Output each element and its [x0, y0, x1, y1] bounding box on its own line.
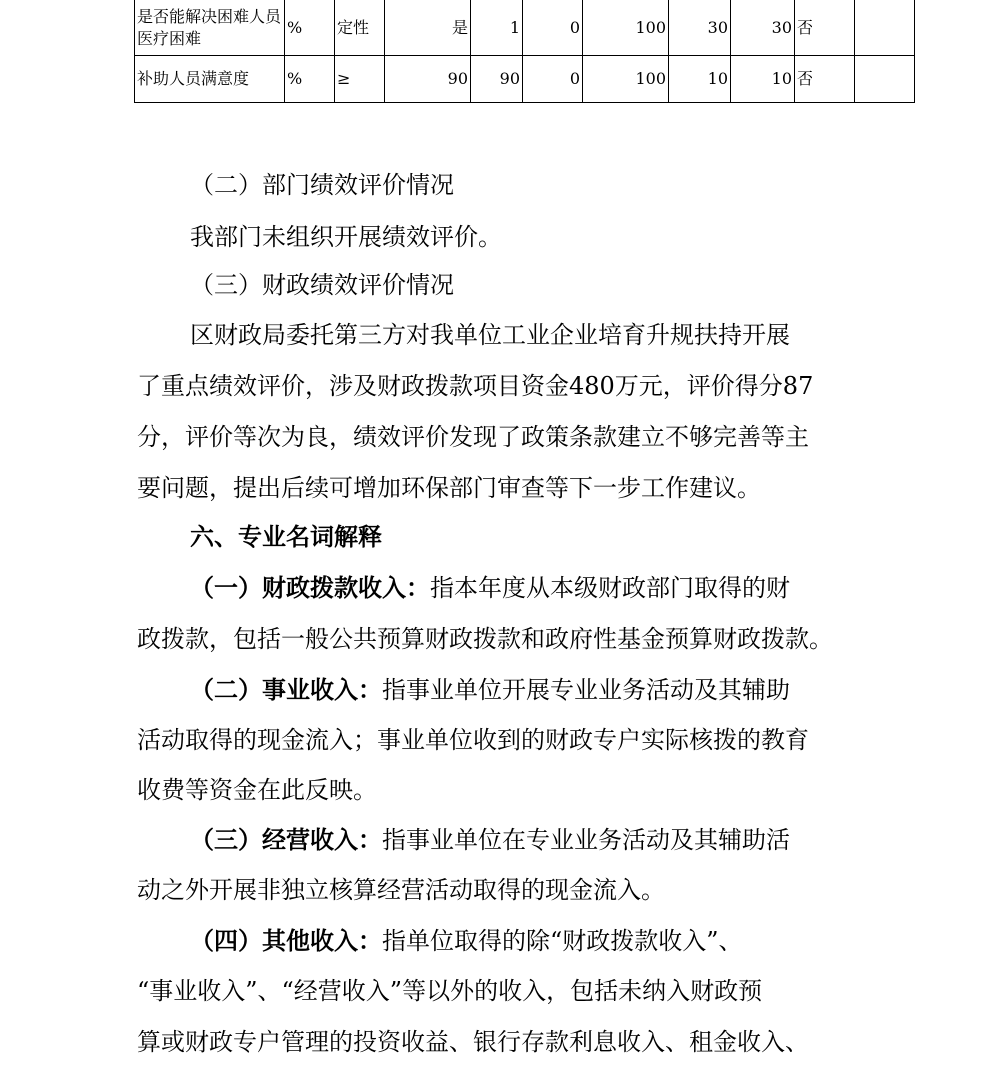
glossary-item: [190, 825, 790, 855]
glossary-definition: 指事业单位在专业业务活动及其辅助活: [382, 826, 790, 854]
target-cell: 是: [385, 0, 471, 56]
paragraph-line: 了重点绩效评价，涉及财政拨款项目资金480万元，评价得分87: [137, 372, 814, 400]
value-cell: 0: [523, 56, 583, 103]
table-row: [135, 56, 915, 103]
value-cell: 100: [583, 56, 669, 103]
glossary-term: （四）其他收入：: [190, 926, 382, 955]
paragraph-line: 区财政局委托第三方对我单位工业企业培育升规扶持开展: [190, 321, 790, 349]
indicator-name-cell: 是否能解决困难人员医疗困难: [135, 0, 285, 56]
paragraph-line: 动之外开展非独立核算经营活动取得的现金流入。: [137, 876, 665, 904]
operator-cell: 定性: [335, 0, 385, 56]
actual-cell: 1: [471, 0, 523, 56]
glossary-item: [190, 573, 790, 603]
glossary-item: [190, 926, 743, 956]
empty-cell: [855, 0, 915, 56]
performance-indicator-table: [134, 0, 915, 103]
paragraph-line: 分，评价等次为良，绩效评价发现了政策条款建立不够完善等主: [137, 423, 809, 451]
value-cell: 30: [731, 0, 795, 56]
paragraph-dept-evaluation: 我部门未组织开展绩效评价。: [190, 223, 502, 251]
value-cell: 30: [669, 0, 731, 56]
paragraph-line: 算或财政专户管理的投资收益、银行存款利息收入、租金收入、: [137, 1028, 809, 1056]
table-row: [135, 0, 915, 56]
value-cell: 10: [731, 56, 795, 103]
glossary-term: （一）财政拨款收入：: [190, 573, 430, 602]
paragraph-line: 要问题，提出后续可增加环保部门审查等下一步工作建议。: [137, 474, 761, 502]
deviation-cell: 否: [795, 56, 855, 103]
value-cell: 100: [583, 0, 669, 56]
deviation-cell: 否: [795, 0, 855, 56]
glossary-term: （三）经营收入：: [190, 825, 382, 854]
glossary-definition: 指本年度从本级财政部门取得的财: [430, 574, 790, 602]
section-heading-finance-evaluation: （三）财政绩效评价情况: [190, 271, 454, 299]
empty-cell: [855, 56, 915, 103]
actual-cell: 90: [471, 56, 523, 103]
glossary-definition: 指单位取得的除“财政拨款收入”、: [382, 927, 743, 955]
paragraph-line: “事业收入”、“经营收入”等以外的收入，包括未纳入财政预: [137, 977, 763, 1005]
glossary-item: [190, 675, 790, 705]
section-heading-dept-evaluation: （二）部门绩效评价情况: [190, 171, 454, 199]
indicator-name-cell: 补助人员满意度: [135, 56, 285, 103]
unit-cell: %: [285, 56, 335, 103]
unit-cell: %: [285, 0, 335, 56]
paragraph-line: 政拨款，包括一般公共预算财政拨款和政府性基金预算财政拨款。: [137, 625, 833, 653]
target-cell: 90: [385, 56, 471, 103]
glossary-term: （二）事业收入：: [190, 675, 382, 704]
value-cell: 0: [523, 0, 583, 56]
paragraph-line: 活动取得的现金流入；事业单位收到的财政专户实际核拨的教育: [137, 726, 809, 754]
value-cell: 10: [669, 56, 731, 103]
paragraph-line: 收费等资金在此反映。: [137, 776, 377, 804]
glossary-definition: 指事业单位开展专业业务活动及其辅助: [382, 676, 790, 704]
operator-cell: ≥: [335, 56, 385, 103]
chapter-heading-glossary: 六、专业名词解释: [190, 522, 382, 551]
